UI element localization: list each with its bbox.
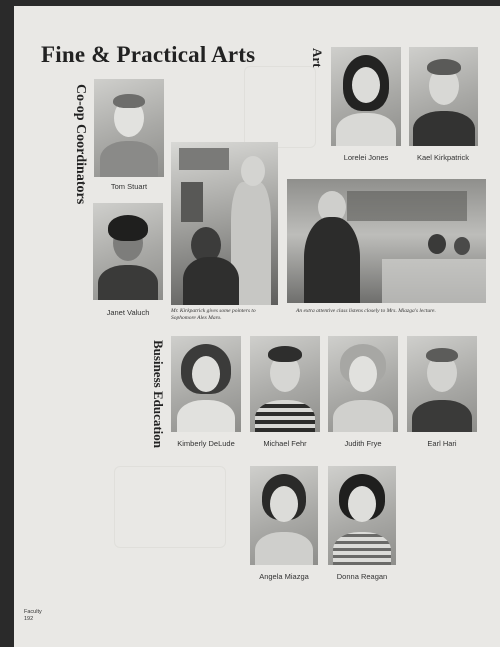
portrait-photo xyxy=(409,47,478,146)
person-name: Kael Kirkpatrick xyxy=(416,153,470,162)
person-name: Lorelei Jones xyxy=(343,153,389,162)
footer-section: Faculty xyxy=(24,609,42,615)
candid-photo xyxy=(171,142,278,305)
photo-caption: An extra attentive class listens closely to Mrs. Miazga's lecture. xyxy=(296,308,436,314)
person-name: Judith Frye xyxy=(344,439,382,448)
page-title: Fine & Practical Arts xyxy=(41,42,256,67)
yearbook-page xyxy=(14,6,500,647)
page-footer xyxy=(24,609,42,623)
section-label-art: Art xyxy=(310,48,325,68)
portrait-photo xyxy=(328,336,398,432)
portrait-photo xyxy=(94,79,164,177)
portrait-photo xyxy=(331,47,401,146)
photo-caption: Mr. Kirkpatrick gives some pointers to Sophomore Alex Maro. xyxy=(171,308,256,321)
background-decoration xyxy=(244,66,316,148)
person-name: Donna Reagan xyxy=(336,572,388,581)
portrait-photo xyxy=(250,466,318,565)
section-label-coop: Co-op Coordinators xyxy=(73,84,88,205)
portrait-photo xyxy=(250,336,320,432)
person-name: Tom Stuart xyxy=(110,182,148,191)
page-number: 192 xyxy=(24,616,34,622)
portrait-photo xyxy=(171,336,241,432)
portrait-photo xyxy=(407,336,477,432)
person-name: Michael Fehr xyxy=(263,439,307,448)
person-name: Janet Valuch xyxy=(106,308,150,317)
background-decoration xyxy=(114,466,226,548)
portrait-photo xyxy=(93,203,163,300)
person-name: Angela Miazga xyxy=(259,572,309,581)
person-name: Kimberly DeLude xyxy=(177,439,235,448)
section-label-business: Business Education xyxy=(151,340,166,449)
person-name: Earl Hari xyxy=(427,439,457,448)
candid-photo xyxy=(287,179,486,303)
portrait-photo xyxy=(328,466,396,565)
